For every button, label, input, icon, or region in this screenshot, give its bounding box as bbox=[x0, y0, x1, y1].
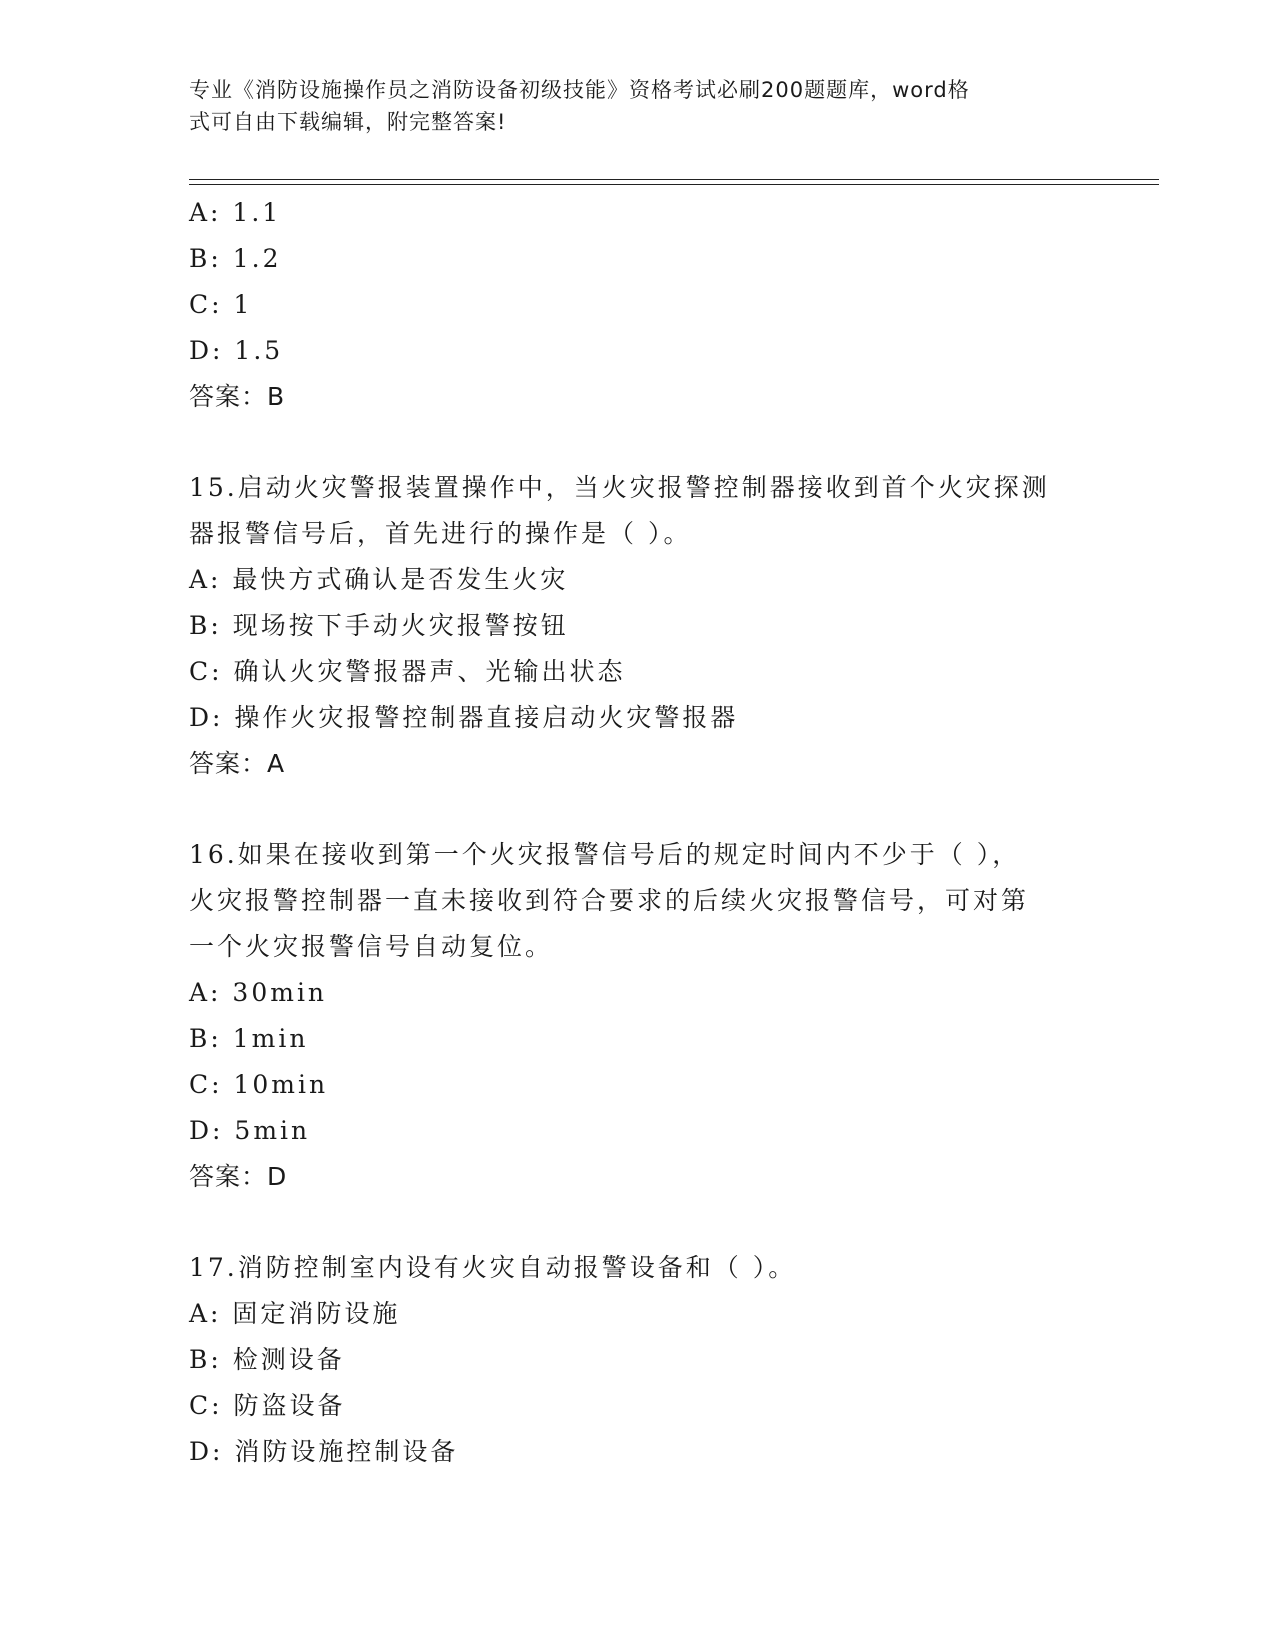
question-stem-line: 火灾报警控制器一直未接收到符合要求的后续火灾报警信号，可对第 bbox=[189, 886, 1030, 915]
answer: 答案：B bbox=[189, 382, 286, 411]
option-a: A: 固定消防设施 bbox=[189, 1299, 401, 1328]
option-d: D: 消防设施控制设备 bbox=[189, 1437, 459, 1466]
header-line-1: 专业《消防设施操作员之消防设备初级技能》资格考试必刷200题题库，word格 bbox=[189, 78, 970, 102]
document-header bbox=[189, 74, 1089, 138]
question-14 bbox=[189, 190, 1089, 420]
spacer bbox=[189, 420, 1089, 465]
header-divider-top bbox=[189, 179, 1159, 180]
option-c: C: 确认火灾警报器声、光输出状态 bbox=[189, 657, 626, 686]
option-b: B: 1min bbox=[189, 1024, 309, 1053]
answer: 答案：D bbox=[189, 1162, 288, 1191]
question-stem-line: 一个火灾报警信号自动复位。 bbox=[189, 932, 554, 961]
option-a: A: 1.1 bbox=[189, 198, 282, 227]
option-b: B: 检测设备 bbox=[189, 1345, 345, 1374]
question-stem-line: 15.启动火灾警报装置操作中，当火灾报警控制器接收到首个火灾探测 bbox=[189, 473, 1050, 502]
question-stem-line: 器报警信号后，首先进行的操作是（ ）。 bbox=[189, 519, 692, 548]
header-divider-bottom bbox=[189, 184, 1159, 185]
option-c: C: 防盗设备 bbox=[189, 1391, 346, 1420]
question-stem-line: 16.如果在接收到第一个火灾报警信号后的规定时间内不少于（ ）， bbox=[189, 840, 1021, 869]
header-line-2: 式可自由下载编辑，附完整答案! bbox=[189, 110, 507, 134]
question-16 bbox=[189, 832, 1089, 1200]
question-17 bbox=[189, 1245, 1089, 1475]
option-d: D: 操作火灾报警控制器直接启动火灾警报器 bbox=[189, 703, 739, 732]
option-c: C: 10min bbox=[189, 1070, 329, 1099]
option-b: B: 现场按下手动火灾报警按钮 bbox=[189, 611, 569, 640]
option-a: A: 最快方式确认是否发生火灾 bbox=[189, 565, 569, 594]
option-c: C: 1 bbox=[189, 290, 253, 319]
answer: 答案：A bbox=[189, 749, 286, 778]
option-d: D: 5min bbox=[189, 1116, 311, 1145]
question-stem-line: 17.消防控制室内设有火灾自动报警设备和（ ）。 bbox=[189, 1253, 797, 1282]
spacer bbox=[189, 1200, 1089, 1245]
question-15 bbox=[189, 465, 1089, 787]
option-d: D: 1.5 bbox=[189, 336, 284, 365]
option-b: B: 1.2 bbox=[189, 244, 282, 273]
spacer bbox=[189, 787, 1089, 832]
question-list bbox=[189, 190, 1089, 1475]
option-a: A: 30min bbox=[189, 978, 328, 1007]
